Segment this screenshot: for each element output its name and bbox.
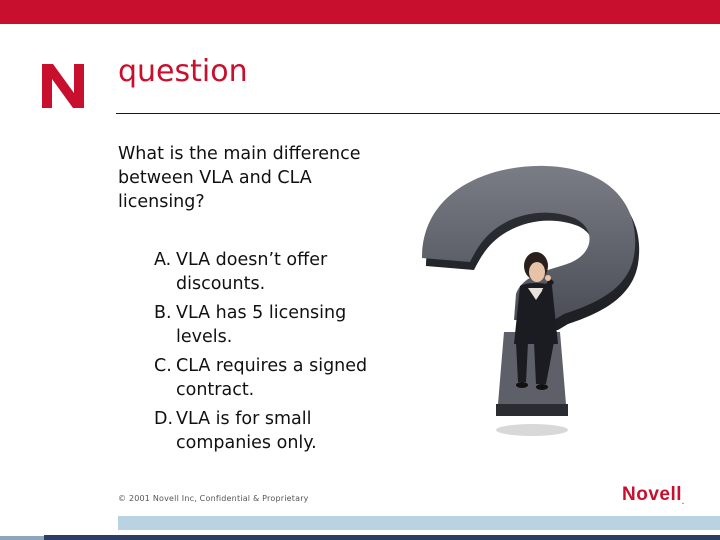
question-mark-woman-illustration	[408, 154, 658, 450]
answer-text: VLA has 5 licensing levels.	[176, 303, 347, 347]
answer-text: VLA is for small companies only.	[176, 409, 317, 453]
copyright-text: © 2001 Novell Inc, Confidential & Proprietary	[118, 494, 309, 503]
footer-band-left	[0, 536, 44, 540]
novell-n-logo-icon	[40, 62, 86, 110]
slide-title: question	[118, 54, 248, 89]
novell-brand-logo	[622, 484, 684, 506]
answer-letter: A.	[154, 250, 172, 270]
footer-band-dark	[44, 535, 720, 540]
footer-band-light	[118, 516, 720, 530]
question-text: What is the main difference between VLA and CLA licensing?	[118, 144, 361, 212]
answer-letter: B.	[154, 303, 172, 323]
top-red-bar	[0, 0, 720, 24]
answer-text: CLA requires a signed contract.	[176, 356, 368, 400]
novell-brand-text: Novell	[622, 484, 683, 505]
answer-list	[154, 248, 394, 460]
answer-option	[154, 248, 394, 296]
answer-letter: C.	[154, 356, 172, 376]
title-divider	[116, 113, 720, 114]
answer-option	[154, 301, 394, 349]
answer-text: VLA doesn’t offer discounts.	[176, 250, 328, 294]
answer-option	[154, 354, 394, 402]
answer-option	[154, 407, 394, 455]
answer-letter: D.	[154, 409, 174, 429]
novell-brand-mark: .	[682, 499, 685, 506]
